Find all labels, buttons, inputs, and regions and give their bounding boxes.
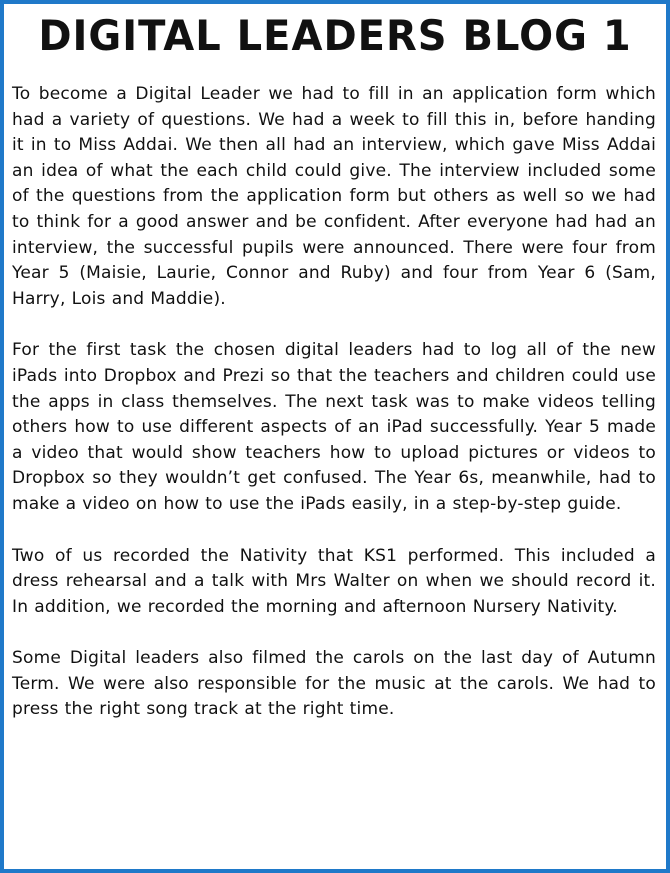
paragraph-nativity: Two of us recorded the Nativity that KS1 performed. This included a dress rehearsal and a talk with Mrs Walter on when we should record it. In addition, we recorded the morning and afternoon Nursery Nativity. — [12, 545, 656, 617]
paragraph-application: To become a Digital Leader we had to fill in an application form which had a variety of questions. We had a week to fill this in, before handing it in to Miss Addai. We then all had an interview, which gave Miss Addai an idea of what the each child could give. The interview included some of the questions from the application form but others as well so we had to think for a good answer and be confident. After everyone had had an interview, the successful pupils were announced. There were four from Year 5 (Maisie, Laurie, Connor and Ruby) and four from Year 6 (Sam, Harry, Lois and Maddie). — [12, 84, 656, 309]
paragraph-carols: Some Digital leaders also filmed the carols on the last day of Autumn Term. We were also responsible for the music at the carols. We had to press the right song track at the right time. — [12, 648, 656, 720]
paragraph-first-task: For the first task the chosen digital leaders had to log all of the new iPads into Dropbox and Prezi so that the teachers and children could use the apps in class themselves. The next task was to make videos telling others how to use different aspects of an iPad successfully. Year 5 made a video that would show teachers how to upload pictures or videos to Dropbox so they wouldn’t get confused. The Year 6s, meanwhile, had to make a video on how to use the iPads easily, in a step-by-step guide. — [12, 340, 656, 514]
page-title: DIGITAL LEADERS BLOG 1 — [38, 11, 632, 61]
blog-body — [12, 82, 656, 749]
